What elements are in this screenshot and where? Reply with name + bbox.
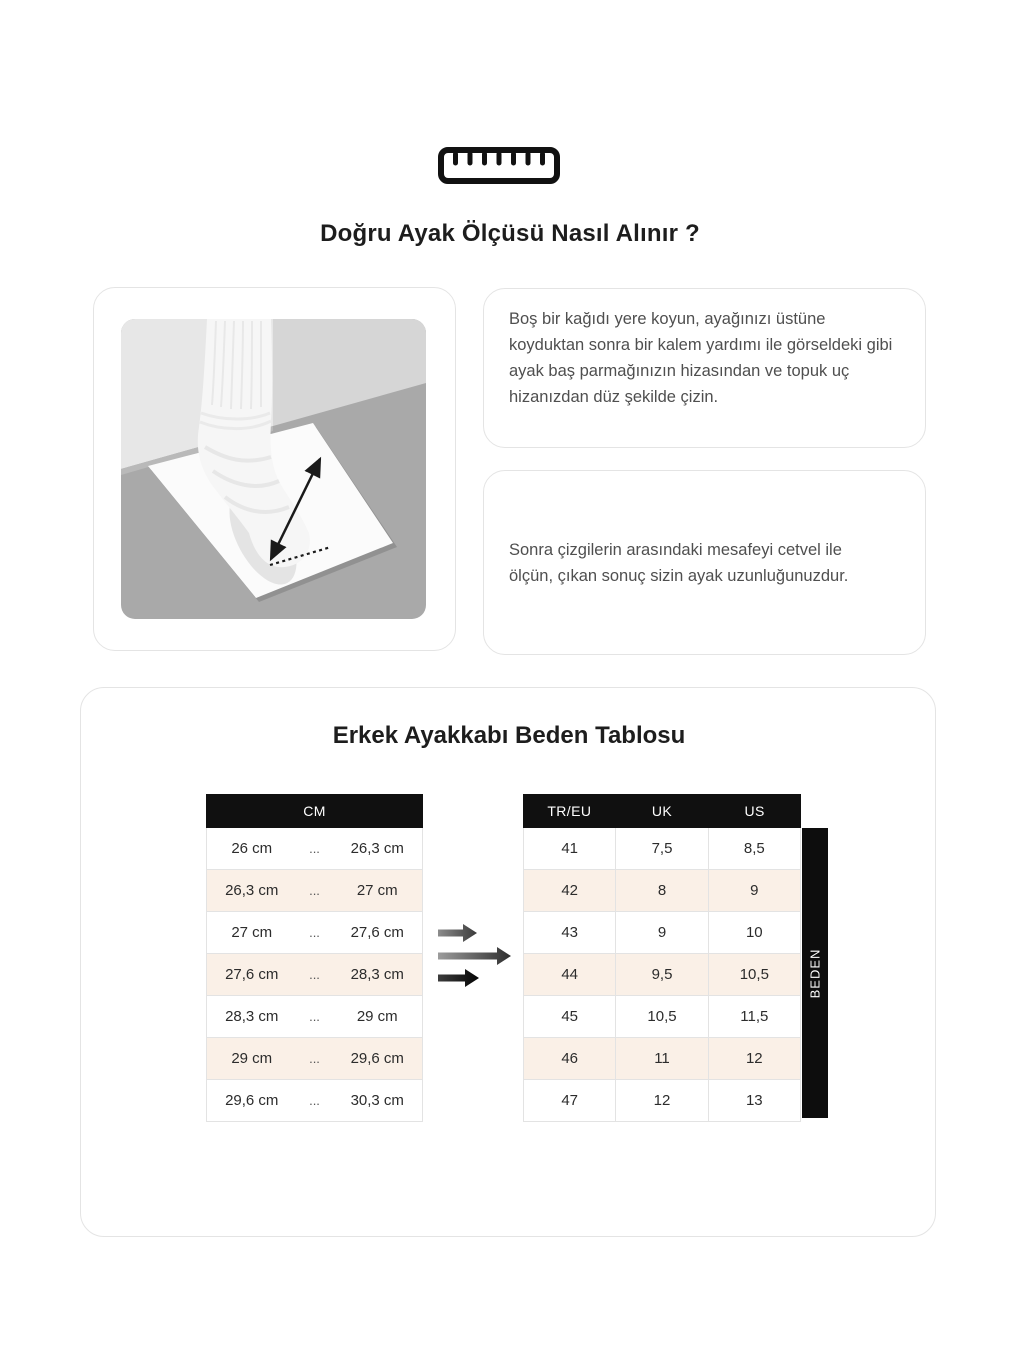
size-uk: 12 — [615, 1080, 707, 1121]
size-tr-eu: 45 — [561, 1008, 578, 1025]
size-conversion-table — [523, 794, 801, 1122]
size-table-row — [524, 954, 800, 996]
cm-range-to: 28,3 cm — [350, 966, 404, 983]
cm-table-rows — [206, 828, 423, 1122]
size-table-rows — [523, 828, 801, 1122]
foot-measurement-photo — [121, 319, 426, 619]
size-table-row — [524, 912, 800, 954]
ruler-icon — [437, 146, 561, 186]
cm-table-row — [207, 954, 422, 996]
beden-side-label: BEDEN — [802, 828, 828, 1118]
cm-range-to: 29 cm — [356, 1008, 398, 1025]
range-separator: ... — [309, 967, 320, 982]
size-uk: 11 — [615, 1038, 707, 1079]
size-table-row — [524, 1080, 800, 1122]
cm-table-row — [207, 1080, 422, 1122]
size-uk: 8 — [615, 870, 707, 911]
range-separator: ... — [309, 1093, 320, 1108]
size-table-row — [524, 870, 800, 912]
cm-table-row — [207, 1038, 422, 1080]
instruction-step-1: Boş bir kağıdı yere koyun, ayağınızı üstüne koyduktan sonra bir kalem yardımı ile görseldeki gibi ayak baş parmağınızın hizasından ve topuk uç hizanızdan düz şekilde çizin. — [509, 310, 893, 406]
cm-range-to: 27,6 cm — [350, 924, 404, 941]
size-chart-card — [80, 687, 936, 1237]
size-uk: 9 — [615, 912, 707, 953]
cm-range-to: 27 cm — [356, 882, 398, 899]
measure-photo-card — [93, 287, 456, 651]
instruction-step-2: Sonra çizgilerin arasındaki mesafeyi cetvel ile ölçün, çıkan sonuç sizin ayak uzunluğunuzdur. — [509, 540, 849, 585]
cm-range-from: 28,3 cm — [225, 1008, 279, 1025]
cm-range-to: 29,6 cm — [350, 1050, 404, 1067]
cm-table-row — [207, 870, 422, 912]
size-us: 12 — [708, 1038, 800, 1079]
range-separator: ... — [309, 1051, 320, 1066]
cm-range-to: 26,3 cm — [350, 840, 404, 857]
cm-range-from: 26,3 cm — [225, 882, 279, 899]
size-uk: 7,5 — [615, 828, 707, 869]
size-uk: 9,5 — [615, 954, 707, 995]
size-us: 9 — [708, 870, 800, 911]
range-separator: ... — [309, 925, 320, 940]
size-tr-eu: 42 — [561, 882, 578, 899]
size-tr-eu: 43 — [561, 924, 578, 941]
page-title: Doğru Ayak Ölçüsü Nasıl Alınır ? — [320, 220, 700, 247]
size-us: 10,5 — [708, 954, 800, 995]
size-tr-eu: 47 — [561, 1092, 578, 1109]
cm-table-row — [207, 996, 422, 1038]
size-table-header — [523, 794, 801, 828]
cm-range-from: 26 cm — [231, 840, 273, 857]
size-us: 10 — [708, 912, 800, 953]
header-us: US — [744, 803, 765, 819]
size-us: 11,5 — [708, 996, 800, 1037]
cm-table-row — [207, 828, 422, 870]
size-table-row — [524, 1038, 800, 1080]
double-arrow-right-icon — [437, 922, 515, 994]
size-tr-eu: 41 — [561, 840, 578, 857]
header-uk: UK — [651, 803, 673, 819]
cm-range-from: 27,6 cm — [225, 966, 279, 983]
cm-table-header: CM — [206, 794, 423, 828]
size-chart-title: Erkek Ayakkabı Beden Tablosu — [332, 722, 686, 749]
range-separator: ... — [309, 841, 320, 856]
header-tr-eu: TR/EU — [547, 803, 592, 819]
size-tr-eu: 46 — [561, 1050, 578, 1067]
size-us: 8,5 — [708, 828, 800, 869]
cm-range-from: 29 cm — [231, 1050, 273, 1067]
instruction-card-1 — [483, 288, 926, 448]
size-table-row — [524, 996, 800, 1038]
size-us: 13 — [708, 1080, 800, 1121]
cm-range-from: 27 cm — [231, 924, 273, 941]
range-separator: ... — [309, 1009, 320, 1024]
size-uk: 10,5 — [615, 996, 707, 1037]
cm-table — [206, 794, 423, 1122]
size-table-row — [524, 828, 800, 870]
range-separator: ... — [309, 883, 320, 898]
cm-range-to: 30,3 cm — [350, 1092, 404, 1109]
cm-table-row — [207, 912, 422, 954]
cm-range-from: 29,6 cm — [225, 1092, 279, 1109]
size-tr-eu: 44 — [561, 966, 578, 983]
instruction-card-2 — [483, 470, 926, 655]
